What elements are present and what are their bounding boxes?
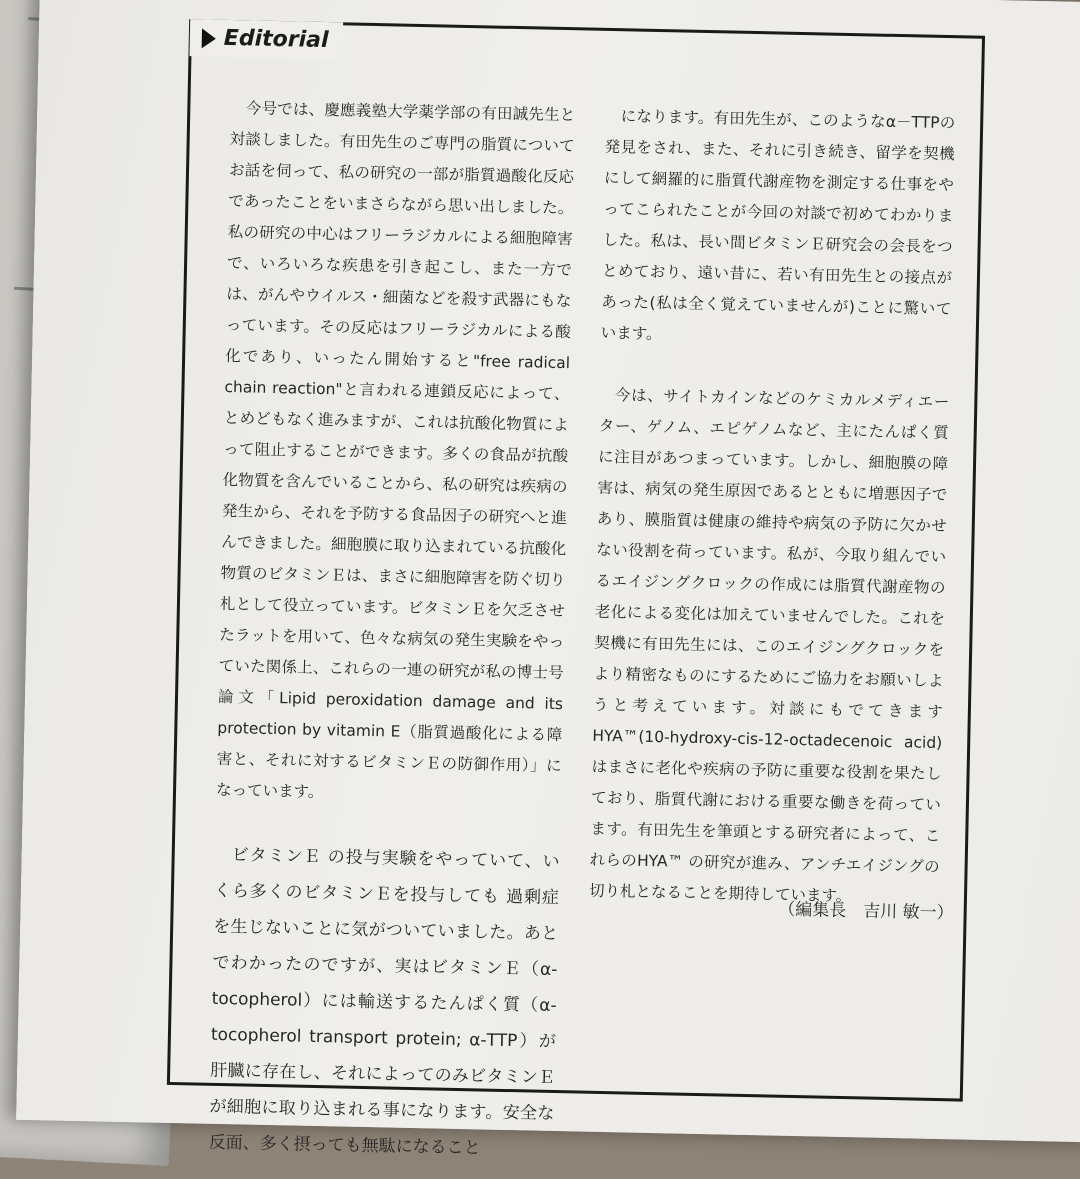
right-column xyxy=(589,101,956,914)
magazine-page xyxy=(16,0,1080,1159)
left-column xyxy=(208,93,575,1168)
editor-signature: （編集長 吉川 敏一） xyxy=(778,899,954,924)
paragraph: ビタミンＥ の投与実験をやっていて、いくら多くのビタミンＥを投与しても 過剰症を生じないことに気がついていました。あとでわかったのですが、実はビタミンＥ（α-tocopherol）には輸送するたんぱく質（α-tocopherol transport protein; α-TTP）が肝臓に存在し、それによってのみビタミンＥが細胞に取り込まれる事になります。安全な反面、多く摂っても無駄になること xyxy=(208,845,560,1159)
paragraph: 今は、サイトカインなどのケミカルメディエーター、ゲノム、エピゲノムなど、主にたんぱく質に注目があつまっています。しかし、細胞膜の障害は、病気の発生原因であるとともに増悪因子であり、膜脂質は健康の維持や病気の予防に欠かせない役割を荷っています。私が、今取り組んでいるエイジングクロックの作成には脂質代謝産物の老化による変化は加えていませんでした。これを契機に有田先生には、このエイジングクロックをより精密なものにするためにご協力をお願いしようと考えています。対談にもでてきますHYA™(10-hydroxy-cis-12-octadecenoic acid)はまさに老化や疾病の予防に重要な役割を果たしており、脂質代謝における重要な働きを荷っています。有田先生を筆頭とする研究者によって、これらのHYA™ の研究が進み、アンチエイジングの切り札となることを期待しています。 xyxy=(588,386,950,906)
paragraph: になります。有田先生が、このようなα－TTPの発見をされ、また、それに引き続き、留学を契機にして網羅的に脂質代謝産物を測定する仕事をやってこられたことが今回の対談で初めてわかりました。私は、長い間ビタミンＥ研究会の会長をつとめており、遠い昔に、若い有田先生との接点があった(私は全く覚えていませんが)ことに驚いています。 xyxy=(600,107,956,344)
editorial-header xyxy=(189,19,342,59)
paragraph: 今号では、慶應義塾大学薬学部の有田誠先生と対談しました。有田先生のご専門の脂質についてお話を伺って、私の研究の一部が脂質過酸化反応であったことをいまさらながら思い出しました。私の研究の中心はフリーラジカルによる細胞障害で、いろいろな疾患を引き起こし、また一方では、がんやウイルス・細菌などを殺す武器にもなっています。その反応はフリーラジカルによる酸化であり、いったん開始すると"free radical chain reaction"と言われる連鎖反応によって、とめどもなく進みますが、これは抗酸化物質によって阻止することができます。多くの食品が抗酸化物質を含んでいることから、私の研究は疾病の発生から、それを予防する食品因子の研究へと進んできました。細胞膜に取り込まれている抗酸化物質のビタミンＥは、まさに細胞障害を防ぐ切り札として役立っています。ビタミンＥを欠乏させたラットを用いて、色々な病気の発生実験をやっていた関係上、これらの一連の研究が私の博士号論文「Lipid peroxidation damage and its protection by vitamin E（脂質過酸化による障害と、それに対するビタミンＥの防御作用）」になっています。 xyxy=(215,99,576,802)
page-title: Editorial xyxy=(223,25,329,54)
editorial-frame xyxy=(167,19,985,1159)
triangle-flag-icon xyxy=(202,28,216,48)
